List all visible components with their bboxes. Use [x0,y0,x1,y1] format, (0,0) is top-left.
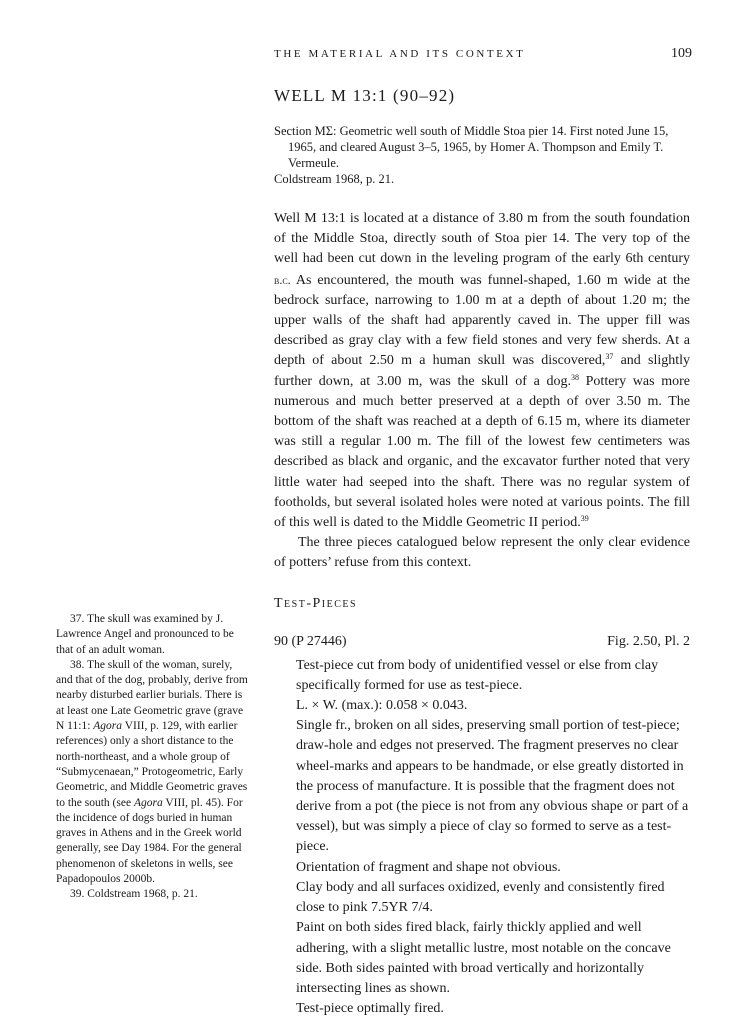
catalog-line: Orientation of fragment and shape not obvious. [296,859,561,875]
text-run: VIII, pl. 45). For the incidence of dogs buried in human graves in Athens and in the Greek world generally, see Day 1984. For the general phenomenon of skeletons in wells, see Papadopoulos 2000b. [56,796,243,886]
footnote-ref[interactable]: 37 [605,352,614,362]
catalog-line: L. × W. (max.): 0.058 × 0.043. [296,698,468,714]
footnote-ref[interactable]: 38 [570,372,579,382]
catalog-line: Paint on both sides fired black, fairly thickly applied and well adhering, with a slight metallic lustre, most notable on the concave side. Both sides painted with broad vertically and horizontally intersecting lines as shown. [296,920,671,996]
section-meta [274,123,690,187]
text-run: and slightly further down, at 3.00 m, was the skull of a dog. [274,353,690,389]
catalog-number: 90 [274,633,288,649]
catalog-entry-body [274,656,690,1020]
page-number: 109 [671,46,692,61]
body-paragraph [274,209,690,533]
subsection-title [274,596,690,612]
catalog-line: Test-piece optimally fired. [296,1001,444,1017]
subsection-title-text: Test-Pieces [274,595,358,611]
footnotes [56,612,251,903]
footnote-ref[interactable]: 39 [580,514,589,524]
catalog-line: Test-piece cut from body of unidentified vessel or else from clay specifically formed for use as test-piece. [296,657,659,693]
italic-title: Agora [93,720,123,733]
catalog-entry-head [274,632,690,652]
catalog-line: Single fr., broken on all sides, preserving small portion of test-piece; draw-hole and edges not preserved. The fragment preserves no clear wheel-marks and appears to be handmade, or else greatly distorted in the process of manufacture. It is possible that the fragment does not derive from a pot (the piece is not from any obvious shape or part of a vessel), but was simply a piece of clay so formed to serve as a test-piece. [296,718,689,855]
era-abbrev: b.c. [274,272,291,287]
body-text [274,209,690,574]
text-run: Well M 13:1 is located at a distance of 3.80 m from the south foundation of the Middle Stoa, directly south of Stoa pier 14. The very top of the well had been cut down in the leveling program of the early 6th century [274,211,690,267]
meta-line: Coldstream 1968, p. 21. [274,172,395,186]
catalog-line: Clay body and all surfaces oxidized, evenly and consistently fired close to pink 7.5YR 7/4. [296,879,665,916]
catalog-inventory: (P 27446) [288,633,347,649]
italic-title: Agora [133,796,163,809]
figure-reference: Fig. 2.50, Pl. 2 [607,633,690,649]
footnote-37: 37. The skull was examined by J. Lawrence Angel and pronounced to be that of an adult woman. [56,613,234,656]
section-title: WELL M 13:1 (90–92) [274,86,456,105]
meta-line: Section MΣ: Geometric well south of Middle Stoa pier 14. First noted June 15, 1965, and cleared August 3–5, 1965, by Homer A. Thompson and Emily T. Vermeule. [274,124,669,170]
text-run: As encountered, the mouth was funnel-shaped, 1.60 m wide at the bedrock surface, narrowing to 1.00 m at a depth of about 1.20 m; the upper walls of the shaft had apparently caved in. The upper fill was described as gray clay with a few field stones and very few sherds. At a depth of about 2.50 m a human skull was discovered, [274,272,690,369]
running-head: THE MATERIAL AND ITS CONTEXT [274,48,526,60]
main-column [274,86,690,1019]
catalog-id [274,632,347,652]
text-run: Pottery was more numerous and much better preserved at a depth of over 3.50 m. The bottom of the shaft was reached at a depth of 6.15 m, where its diameter was still a regular 1.00 m. The fill of the lowest few centimeters was described as black and organic, and the excavator further noted that very little water had seeped into the shaft. There was no regular system of footholds, but several isolated holes were noted at various points. The fill of this well is dated to the Middle Geometric II period. [274,373,690,531]
footnote-39: 39. Coldstream 1968, p. 21. [70,888,198,901]
footnote-38 [56,658,251,887]
text-run: 38. The skull of the woman, surely, and that of the dog, probably, derive from nearby disturbed earlier burials. There is at least one Late Geometric grave (grave N 11:1: [56,658,248,733]
body-paragraph: The three pieces catalogued below represent the only clear evidence of potters’ refuse from this context. [274,535,690,571]
text-run: VIII, p. 129, with earlier references) only a short distance to the north-northeast, and a whole group of “Submycenaean,” Protogeometric, Early Geometric, and Middle Geometric graves to the south (see [56,720,248,809]
